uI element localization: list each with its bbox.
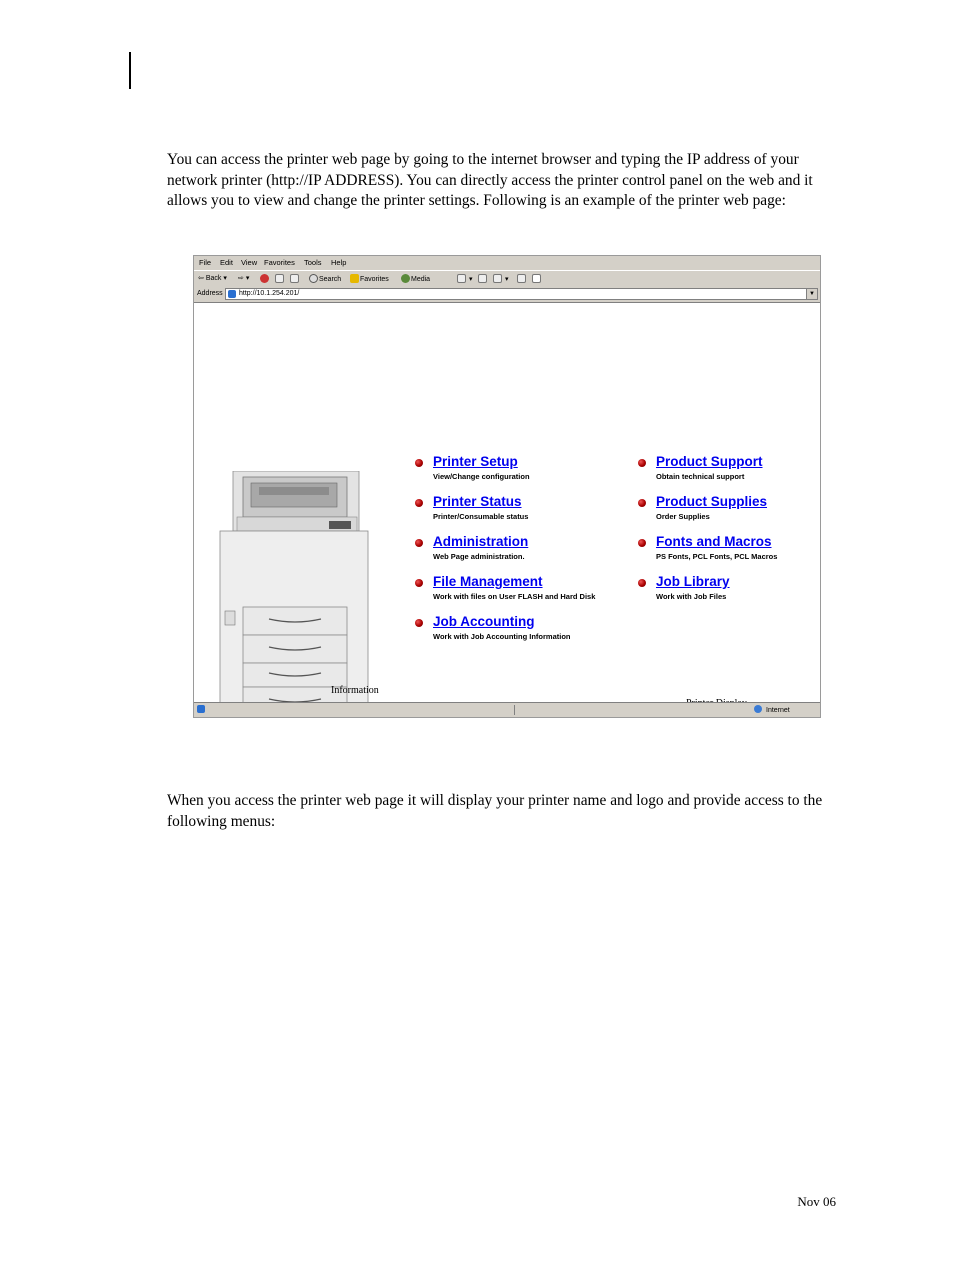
administration-link[interactable]: Administration <box>433 534 529 549</box>
browser-statusbar <box>194 702 820 717</box>
messenger-button[interactable] <box>532 274 542 283</box>
file-management-link[interactable]: File Management <box>433 574 543 589</box>
security-zone: Internet <box>754 705 790 714</box>
margin-rule <box>129 52 131 89</box>
fonts-and-macros-link[interactable]: Fonts and Macros <box>656 534 772 549</box>
menu-help[interactable]: Help <box>331 258 347 267</box>
job-accounting-link[interactable]: Job Accounting <box>433 614 535 629</box>
media-button[interactable]: Media <box>401 274 430 283</box>
intro-paragraph: You can access the printer web page by going to the internet browser and typing the IP address of your network printer (http://IP ADDRESS). You can directly access the printer control panel on the web and it allows you to view and change the printer settings. Following is an example of the printer web page: <box>167 151 813 209</box>
product-support-link[interactable]: Product Support <box>656 454 763 469</box>
printer-setup-link[interactable]: Printer Setup <box>433 454 518 469</box>
product-supplies-desc: Order Supplies <box>656 512 710 521</box>
page-icon <box>228 290 236 298</box>
footer-date: Nov 06 <box>797 1194 836 1209</box>
bullet-icon <box>415 579 423 587</box>
browser-menubar <box>194 256 820 270</box>
edit-button[interactable]: ▾ <box>493 274 508 283</box>
home-button[interactable] <box>290 274 300 283</box>
browser-toolbar <box>194 270 820 288</box>
menu-favorites[interactable]: Favorites <box>264 258 295 267</box>
favorites-button[interactable]: Favorites <box>350 274 389 283</box>
bullet-icon <box>638 499 646 507</box>
printer-status-link[interactable]: Printer Status <box>433 494 522 509</box>
job-accounting-desc: Work with Job Accounting Information <box>433 632 571 641</box>
status-divider <box>514 705 515 715</box>
bullet-icon <box>415 499 423 507</box>
printer-setup-desc: View/Change configuration <box>433 472 530 481</box>
product-supplies-link[interactable]: Product Supplies <box>656 494 768 509</box>
mail-icon <box>478 274 487 283</box>
bullet-icon <box>638 579 646 587</box>
edit-icon <box>493 274 502 283</box>
forward-button[interactable]: ⇨ ▾ <box>238 275 250 282</box>
job-library-link[interactable]: Job Library <box>656 574 730 589</box>
page-status-icon <box>197 705 205 713</box>
back-button[interactable]: ⇦ Back ▾ <box>198 275 227 282</box>
search-icon <box>309 274 318 283</box>
printer-illustration-icon <box>219 471 372 714</box>
messenger-icon <box>532 274 541 283</box>
outro-paragraph: When you access the printer web page it will display your printer name and logo and provide access to the following menus: <box>167 792 823 830</box>
administration-desc: Web Page administration. <box>433 552 525 561</box>
favorites-star-icon <box>350 274 359 283</box>
address-dropdown-icon[interactable]: ▼ <box>806 289 817 299</box>
history-icon <box>457 274 466 283</box>
refresh-icon <box>275 274 284 283</box>
forward-arrow-icon: ⇨ <box>238 275 244 282</box>
fonts-and-macros-desc: PS Fonts, PCL Fonts, PCL Macros <box>656 552 778 561</box>
browser-screenshot <box>193 255 821 718</box>
discuss-button[interactable] <box>517 274 527 283</box>
bullet-icon <box>638 459 646 467</box>
search-button[interactable]: Search <box>309 274 341 283</box>
information-label: Information <box>331 685 379 696</box>
mail-button[interactable] <box>478 274 488 283</box>
address-url: http://10.1.254.201/ <box>239 290 300 297</box>
stop-icon <box>260 274 269 283</box>
menu-view[interactable]: View <box>241 258 258 267</box>
menu-file[interactable]: File <box>199 258 212 267</box>
address-bar <box>194 287 820 302</box>
bullet-icon <box>415 459 423 467</box>
home-icon <box>290 274 299 283</box>
product-support-desc: Obtain technical support <box>656 472 745 481</box>
internet-globe-icon <box>754 705 762 713</box>
history-button[interactable]: ▾ <box>457 274 472 283</box>
address-label: Address <box>197 290 223 297</box>
media-icon <box>401 274 410 283</box>
printer-web-page <box>194 302 820 704</box>
discuss-icon <box>517 274 526 283</box>
back-arrow-icon: ⇦ <box>198 275 204 282</box>
menu-tools[interactable]: Tools <box>304 258 322 267</box>
stop-button[interactable] <box>260 274 270 283</box>
printer-status-desc: Printer/Consumable status <box>433 512 529 521</box>
bullet-icon <box>638 539 646 547</box>
address-input[interactable] <box>225 288 818 300</box>
file-management-desc: Work with files on User FLASH and Hard Disk <box>433 592 596 601</box>
bullet-icon <box>415 539 423 547</box>
bullet-icon <box>415 619 423 627</box>
menu-edit[interactable]: Edit <box>220 258 233 267</box>
job-library-desc: Work with Job Files <box>656 592 727 601</box>
refresh-button[interactable] <box>275 274 285 283</box>
